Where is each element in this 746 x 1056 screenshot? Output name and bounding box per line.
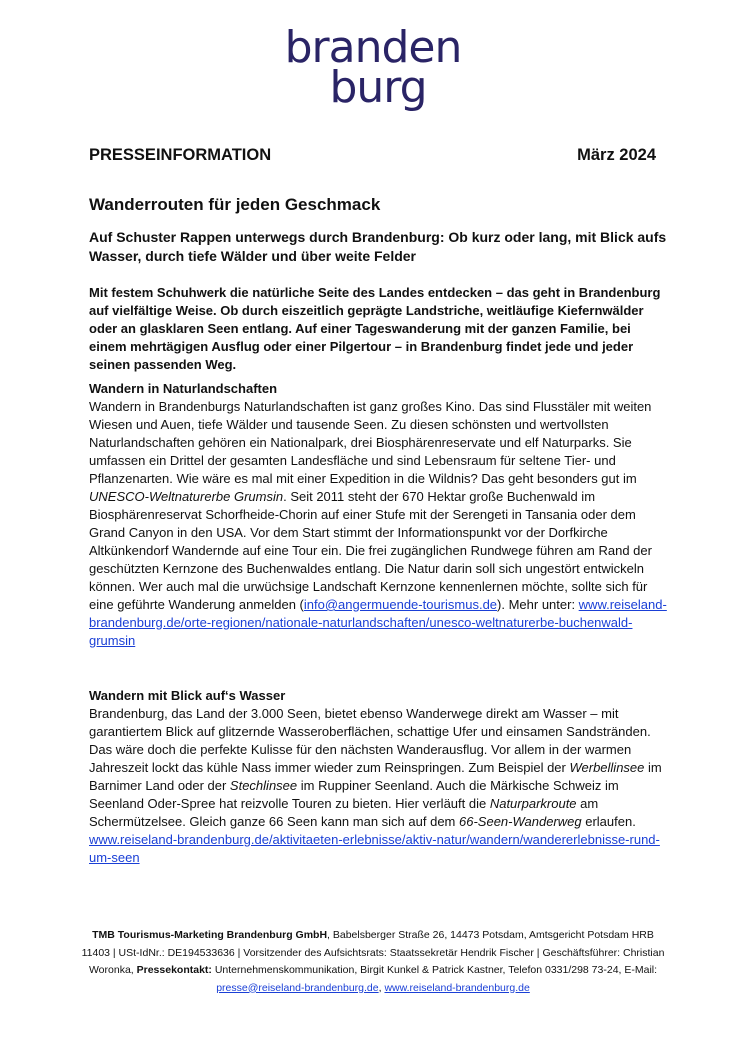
section-heading: Wandern in Naturlandschaften bbox=[89, 381, 278, 396]
section-body bbox=[89, 705, 669, 867]
section-heading: Wandern mit Blick auf‘s Wasser bbox=[89, 688, 286, 703]
footer-company: TMB Tourismus-Marketing Brandenburg GmbH bbox=[92, 929, 328, 941]
body-text: erlaufen. bbox=[581, 814, 636, 829]
lead-paragraph: Mit festem Schuhwerk die natürliche Seite des Landes entdecken – das geht in Brandenburg auf vielfältige Weise. Ob durch eiszeitlich geprägte Landstriche, weitläufige Kiefernwälder oder an glasklaren Seen entlang. Auf einer Tageswanderung mit der ganzen Familie, bei einem mehrtägigen Ausflug oder einer Pilgertour – in Brandenburg findet jede und jeder seinen passenden Weg. bbox=[89, 285, 661, 372]
body-text: . Seit 2011 steht der 670 Hektar große Buchenwald im Biosphärenreservat Schorfheide-Chorin auf einer Stufe mit der Serengeti in Tansania oder dem Grand Canyon in den USA. Vor dem Start stimmt der Informationspunkt vor der Dorfkirche Altkünkendorf Wandernde auf eine Tour ein. Die frei zugänglichen Rundwege führen am Rand der geschützten Kernzone des Buchenwaldes entlang. Die Natur darin soll sich ungestört entwickeln können. Wer auch mal die urwüchsige Landschaft Kernzone kennenlernen möchte, sollte sich für eine geführte Wanderung anmelden ( bbox=[89, 489, 652, 612]
footer-email-link[interactable]: presse@reiseland-brandenburg.de bbox=[216, 981, 379, 994]
document-header bbox=[89, 146, 656, 165]
footer bbox=[80, 927, 666, 997]
link-grumsin[interactable]: www.reiseland-brandenburg.de/orte-regionen/nationale-naturlandschaften/unesco-weltnaturerbe-buchenwald-grumsin bbox=[89, 597, 667, 648]
footer-text: Unternehmenskommunikation, Birgit Kunkel & Patrick Kastner, Telefon 0331/298 73-24, E-Mail: bbox=[211, 964, 658, 976]
emphasis-naturparkroute: Naturparkroute bbox=[489, 796, 577, 811]
footer-separator: , bbox=[378, 981, 385, 994]
logo-line-1: branden bbox=[284, 22, 462, 73]
body-text: im Ruppiner Seenland. Auch die Märkische Schweiz im Seenland Oder-Spree hat reizvolle Touren zu bieten. Hier verläuft die bbox=[89, 778, 619, 811]
emphasis-66-seen: 66-Seen-Wanderweg bbox=[459, 814, 582, 829]
footer-text: , Babelsberger Straße 26, 14473 Potsdam, Amtsgericht Potsdam HRB 11403 | USt-IdNr.: DE194533636 | Vorsitzender des Aufsichtsrats: Staatssekretär Hendrik Fischer | Geschäftsführer: Christian Woronka, bbox=[81, 929, 665, 976]
brandenburg-logo bbox=[0, 22, 746, 113]
section-body bbox=[89, 398, 669, 650]
body-text: im Barnimer Land oder der bbox=[89, 760, 662, 793]
email-link-angermuende[interactable]: info@angermuende-tourismus.de bbox=[303, 597, 498, 612]
footer-contact-label: Pressekontakt: bbox=[136, 964, 212, 976]
emphasis-stechlinsee: Stechlinsee bbox=[229, 778, 298, 793]
page-subtitle: Auf Schuster Rappen unterwegs durch Brandenburg: Ob kurz oder lang, mit Blick aufs Wasser, durch tiefe Wälder und über weite Felder bbox=[89, 229, 667, 264]
body-text: Wandern in Brandenburgs Naturlandschaften ist ganz großes Kino. Das sind Flusstäler mit weiten Wiesen und Auen, tiefe Wälder und tausende Seen. Zu diesen schönsten und wertvollsten Naturlandschaften gehören ein Nationalpark, drei Biosphärenreservate und elf Naturparks. Sie umfassen ein Drittel der gesamten Landesfläche und sind Lebensraum für seltene Tier- und Pflanzenarten. Wie wäre es mal mit einer Expedition in die Wildnis? Das geht besonders gut im bbox=[89, 399, 652, 486]
document-type-label: PRESSEINFORMATION bbox=[89, 146, 272, 164]
section-wasser bbox=[89, 687, 669, 867]
logo-line-2: burg bbox=[329, 62, 427, 113]
section-naturlandschaften bbox=[89, 380, 669, 650]
emphasis-werbellinsee: Werbellinsee bbox=[569, 760, 645, 775]
emphasis-grumsin: UNESCO-Weltnaturerbe Grumsin bbox=[89, 489, 284, 504]
body-text: Brandenburg, das Land der 3.000 Seen, bietet ebenso Wanderwege direkt am Wasser – mit garantiertem Blick auf glitzernde Wasseroberflächen, schattige Ufer und einsamen Sandstränden. Das wäre doch die perfekte Kulisse für den nächsten Wanderausflug. Vor allem in der warmen Jahreszeit lockt das kühle Nass immer wieder zum Reinspringen. Zum Beispiel der bbox=[89, 706, 651, 775]
footer-website-link[interactable]: www.reiseland-brandenburg.de bbox=[384, 981, 530, 994]
body-text: ). Mehr unter: bbox=[497, 597, 579, 612]
page-title: Wanderrouten für jeden Geschmack bbox=[89, 195, 381, 214]
link-seen-wandern[interactable]: www.reiseland-brandenburg.de/aktivitaeten-erlebnisse/aktiv-natur/wandern/wandererlebnisse-rund-um-seen bbox=[89, 832, 660, 865]
document-date: März 2024 bbox=[577, 146, 656, 164]
body-text: am Schermützelsee. Gleich ganze 66 Seen kann man sich auf dem bbox=[89, 796, 599, 829]
